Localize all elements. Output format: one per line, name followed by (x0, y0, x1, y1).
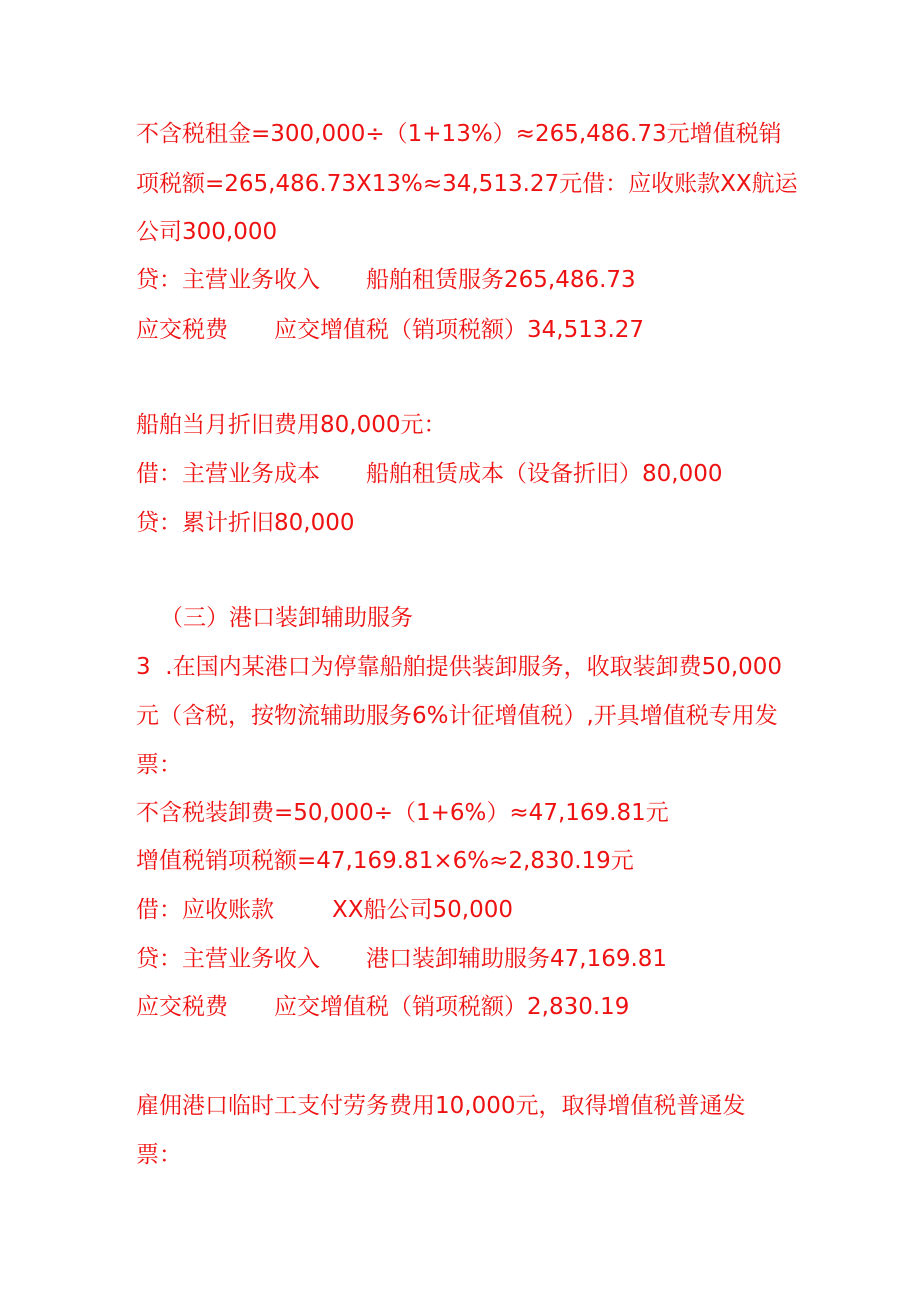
entry-account: 借：应收账款 (136, 897, 274, 923)
text-line: 贷：累计折旧80,000 (136, 510, 355, 536)
entry-subaccount: 船舶租赁成本（设备折旧）80,000 (366, 461, 723, 487)
text-line: 票： (136, 752, 182, 778)
text-line: 票： (136, 1142, 182, 1168)
journal-entry-line (136, 895, 513, 925)
entry-subaccount: 应交增值税（销项税额）34,513.27 (274, 317, 645, 343)
text-line: 元（含税，按物流辅助服务6%计征增值税）,开具增值税专用发 (136, 703, 778, 729)
entry-account: 应交税费 (136, 994, 228, 1020)
entry-account: 应交税费 (136, 317, 228, 343)
entry-account: 借：主营业务成本 (136, 461, 320, 487)
entry-subaccount: 船舶租赁服务265,486.73 (366, 267, 636, 293)
text-line: 船舶当月折旧费用80,000元： (136, 412, 447, 438)
text-line: 项税额=265,486.73X13%≈34,513.27元借：应收账款XX航运 (136, 171, 798, 197)
text-line: 不含税装卸费=50,000÷（1+6%）≈47,169.81元 (136, 800, 669, 826)
entry-account: 贷：主营业务收入 (136, 946, 320, 972)
entry-account: 贷：主营业务收入 (136, 267, 320, 293)
text-line: 公司300,000 (136, 219, 278, 245)
text-line: 3 .在国内某港口为停靠船舶提供装卸服务，收取装卸费50,000 (136, 654, 783, 680)
journal-entry-line (136, 315, 644, 345)
journal-entry-line (136, 944, 667, 974)
entry-subaccount: 港口装卸辅助服务47,169.81 (366, 946, 668, 972)
journal-entry-line (136, 459, 722, 489)
section-heading: （三）港口装卸辅助服务 (160, 605, 413, 631)
journal-entry-line (136, 265, 636, 295)
entry-subaccount: 应交增值税（销项税额）2,830.19 (274, 994, 630, 1020)
text-line: 雇佣港口临时工支付劳务费用10,000元，取得增值税普通发 (136, 1093, 746, 1119)
entry-subaccount: XX船公司50,000 (332, 897, 513, 923)
text-line: 增值税销项税额=47,169.81×6%≈2,830.19元 (136, 848, 634, 874)
journal-entry-line (136, 992, 629, 1022)
text-line: 不含税租金=300,000÷（1+13%）≈265,486.73元增值税销 (136, 121, 782, 147)
